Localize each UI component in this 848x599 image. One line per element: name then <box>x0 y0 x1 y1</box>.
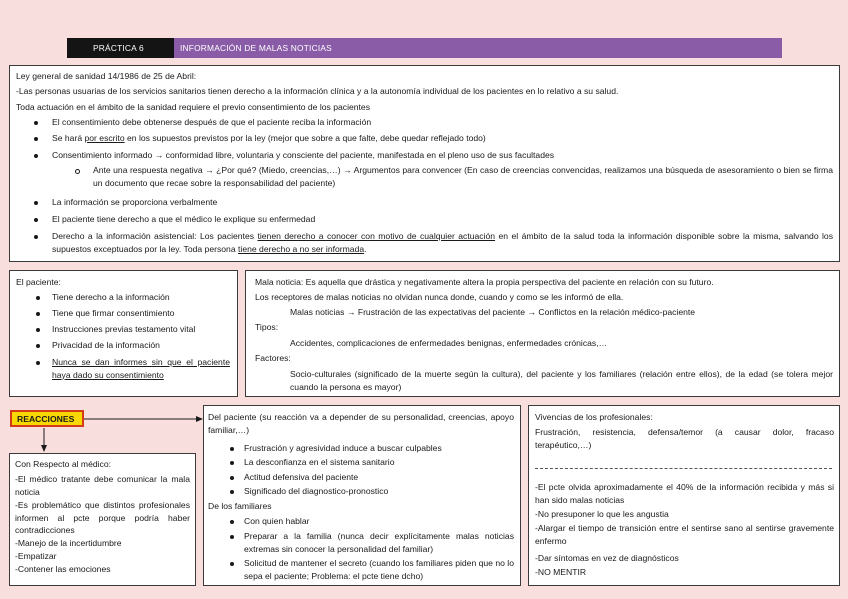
bullet <box>230 562 234 566</box>
ley-b3: Consentimiento informado → conformidad libre, voluntaria y consciente del paciente, manifestada en el pleno uso de sus facultades <box>52 150 555 160</box>
ley-sub1: Ante una respuesta negativa → ¿Por qué? (Miedo, creencias,…) → Argumentos para convencer (En caso de creencias convencidas, realizamos una búsqueda de asesoramiento o bien se firma un documento que recae sobre la responsabilidad del paciente) <box>93 165 833 188</box>
medico-l3: -Manejo de la incertidumbre <box>15 538 122 548</box>
tipos-label: Tipos: <box>255 322 279 332</box>
delpaciente-item: Actitud defensiva del paciente <box>244 472 359 482</box>
fam-item: Solicitud de mantener el secreto (cuando los familiares piden que no lo sepa el paciente; Problema: el pcte tiene dcho) <box>244 558 514 581</box>
ley-b6-underline2: tiene derecho a no ser informada <box>238 243 365 254</box>
bullet <box>230 490 234 494</box>
ley-b2-post: en los supuestos previstos por la ley (mejor que sobre a que falte, debe quedar reflejado todo) <box>124 133 486 143</box>
medico-l2: -Es problemático que distintos profesionales informen al pcte porque podría haber contradicciones <box>15 500 190 536</box>
fam-item: Con quien hablar <box>244 516 310 526</box>
vivencias-title: Vivencias de los profesionales: <box>535 412 653 422</box>
delpaciente-item: Significado del diagnostico-pronostico <box>244 486 389 496</box>
dashed-divider <box>535 468 832 469</box>
paciente-last: Nunca se dan informes sin que el paciente haya dado su consentimiento <box>52 357 230 380</box>
bullet <box>230 476 234 480</box>
ley-b6-mid: en el ámbito de la salud toda la información disponible sobre la misma, salvando los supuestos exceptuados por la ley. Toda persona <box>52 231 834 254</box>
ley-b6-underline: tienen derecho a conocer con motivo de cualquier actuación <box>257 231 496 241</box>
ley-b2-pre: Se hará <box>52 133 85 143</box>
ley-b2-underline: por escrito <box>84 133 125 143</box>
ley-line2: Toda actuación en el ámbito de la sanidad requiere el previo consentimiento de los pacientes <box>16 102 371 112</box>
vivencias-p2: -No presuponer lo que les angustia <box>535 509 669 519</box>
vivencias-p4: -Dar síntomas en vez de diagnósticos <box>535 553 679 563</box>
medico-l5: -Contener las emociones <box>15 564 111 574</box>
ley-b6-end: . <box>364 243 367 254</box>
medico-box <box>9 453 196 586</box>
paciente-item: Privacidad de la información <box>52 340 160 350</box>
vivencias-p1: -El pcte olvida aproximadamente el 40% de la información recibida y más si han sido malas noticias <box>535 482 834 505</box>
paciente-item: Tiene que firmar consentimiento <box>52 308 175 318</box>
medico-title: Con Respecto al médico: <box>15 459 112 469</box>
paciente-title: El paciente: <box>16 277 61 287</box>
ley-b4: La información se proporciona verbalmente <box>52 197 218 207</box>
ley-b6-pre: Derecho a la información asistencial: Los pacientes <box>52 231 258 241</box>
delpaciente-item: La desconfianza en el sistema sanitario <box>244 457 395 467</box>
reacciones-text: REACCIONES <box>17 414 75 424</box>
bullet <box>230 461 234 465</box>
mala-flow: Malas noticias → Frustración de las expectativas del paciente → Conflictos en la relación médico-paciente <box>290 307 696 317</box>
factores-text: Socio-culturales (significado de la muerte según la cultura), del paciente y los familiares (relación entre ellos), de la edad (se tolera mejor cuando la persona es mayor) <box>290 369 833 392</box>
vivencias-p3: -Alargar el tiempo de transición entre el sentirse sano al sentirse gravemente enfermo <box>535 523 834 546</box>
medico-l4: -Empatizar <box>15 551 57 561</box>
delpaciente-item: Frustración y agresividad induce a buscar culpables <box>244 443 442 453</box>
bullet <box>230 520 234 524</box>
fam-item: Preparar a la familia (nunca decir explícitamente malas noticias extremas sin conocer la personalidad del familiar) <box>244 531 514 554</box>
mala-receptores: Los receptores de malas noticias no olvidan nunca donde, cuando y como se les informó de ella. <box>255 292 624 302</box>
paciente-item: Tiene derecho a la información <box>52 292 170 302</box>
medico-l1: -El médico tratante debe comunicar la mala noticia <box>15 474 190 497</box>
ley-title: Ley general de sanidad 14/1986 de 25 de Abril: <box>16 71 197 81</box>
ley-line1: -Las personas usuarias de los servicios sanitarios tienen derecho a la información clínica y a la autonomía individual de los pacientes en lo relativo a su salud. <box>16 86 619 96</box>
vivencias-box <box>528 405 840 586</box>
bullet <box>230 447 234 451</box>
bullet <box>230 535 234 539</box>
delpaciente-title: Del paciente (su reacción va a depender de su personalidad, creencias, apoyo familiar,…) <box>208 412 514 435</box>
vivencias-l1: Frustración, resistencia, defensa/temor (a causar dolor, fracaso terapéutico,…) <box>535 427 834 450</box>
ley-b5: El paciente tiene derecho a que el médico le explique su enfermedad <box>52 214 316 224</box>
tipos-text: Accidentes, complicaciones de enfermedades benignas, enfermedades crónicas,… <box>290 338 608 348</box>
page-title-text: INFORMACIÓN DE MALAS NOTICIAS <box>180 43 332 53</box>
vivencias-p5: -NO MENTIR <box>535 567 587 577</box>
familiares-title: De los familiares <box>208 501 272 511</box>
practice-text: PRÁCTICA 6 <box>93 43 144 53</box>
del-paciente-box <box>203 405 521 586</box>
paciente-item: Instrucciones previas testamento vital <box>52 324 196 334</box>
ley-b1: El consentimiento debe obtenerse después de que el paciente reciba la información <box>52 117 372 127</box>
factores-label: Factores: <box>255 353 291 363</box>
mala-def: Mala noticia: Es aquella que drástica y negativamente altera la propia perspectiva del paciente en relación con su futuro. <box>255 277 714 287</box>
